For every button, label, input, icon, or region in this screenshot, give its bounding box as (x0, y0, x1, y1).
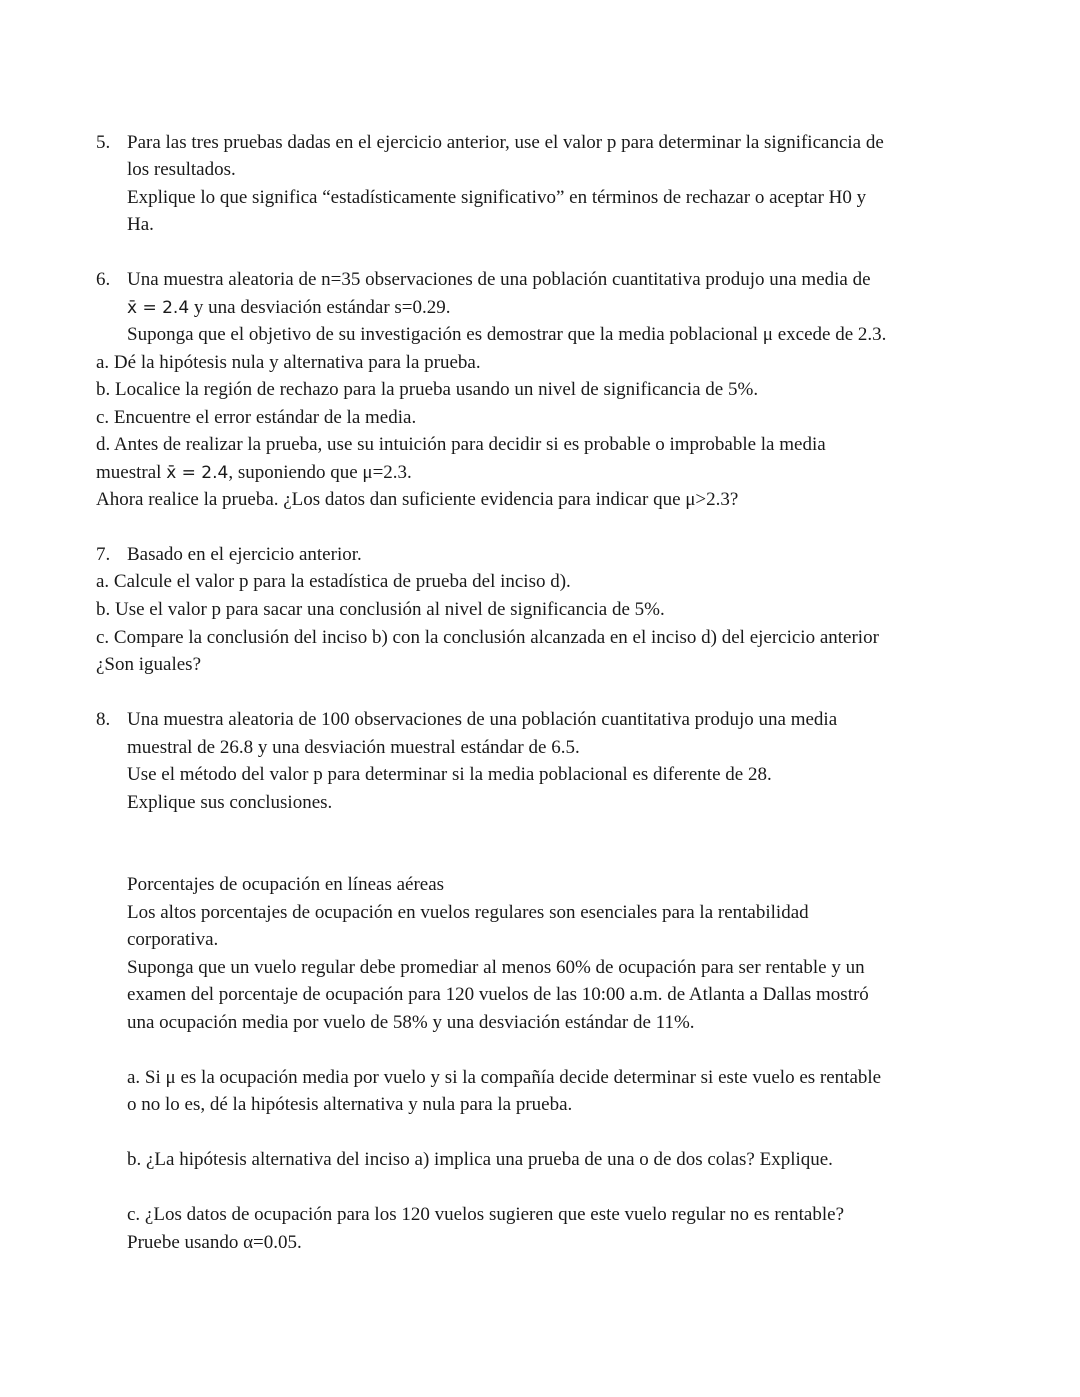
question-7-line-1: Basado en el ejercicio anterior. (127, 544, 362, 565)
question-6-item-b: b. Localice la región de rechazo para la prueba usando un nivel de significancia de 5%. (96, 379, 759, 400)
question-6-item-d-prefix: muestral (96, 462, 167, 483)
question-6-item-c: c. Encuentre el error estándar de la media. (96, 407, 417, 428)
question-6-item-d-suffix: , suponiendo que μ=2.3. (228, 462, 412, 483)
question-6-item-d-line-1: d. Antes de realizar la prueba, use su intuición para decidir si es probable o improbable la media (96, 434, 826, 455)
question-8-number: 8. (96, 709, 111, 730)
airline-paragraph-line-3: Suponga que un vuelo regular debe promediar al menos 60% de ocupación para ser rentable y un (127, 957, 865, 978)
question-7-item-c-line-1: c. Compare la conclusión del inciso b) con la conclusión alcanzada en el inciso d) del ejercicio anterior (96, 627, 879, 648)
question-7-item-c-line-2: ¿Son iguales? (96, 654, 202, 675)
sample-mean-formula: x̄ = 2.4 (166, 463, 229, 483)
question-6-line-2-text: y una desviación estándar s=0.29. (189, 297, 451, 318)
question-5-line-4: Ha. (127, 214, 154, 235)
question-7-item-b: b. Use el valor p para sacar una conclusión al nivel de significancia de 5%. (96, 599, 665, 620)
question-5-line-1: Para las tres pruebas dadas en el ejercicio anterior, use el valor p para determinar la significancia de (127, 132, 884, 153)
airline-item-b: b. ¿La hipótesis alternativa del inciso a) implica una prueba de una o de dos colas? Explique. (127, 1149, 833, 1170)
question-8-line-3: Use el método del valor p para determinar si la media poblacional es diferente de 28. (127, 764, 772, 785)
sample-mean-formula: x̄ = 2.4 (127, 298, 190, 318)
airline-paragraph-line-5: una ocupación media por vuelo de 58% y una desviación estándar de 11%. (127, 1012, 695, 1033)
question-8-line-1: Una muestra aleatoria de 100 observaciones de una población cuantitativa produjo una media (127, 709, 838, 730)
question-6-item-a: a. Dé la hipótesis nula y alternativa para la prueba. (96, 352, 481, 373)
airline-item-c-line-1: c. ¿Los datos de ocupación para los 120 vuelos sugieren que este vuelo regular no es rentable? (127, 1204, 844, 1225)
question-7-number: 7. (96, 544, 111, 565)
question-8-line-4: Explique sus conclusiones. (127, 792, 333, 813)
question-6-line-2 (127, 296, 451, 320)
question-6-line-1: Una muestra aleatoria de n=35 observaciones de una población cuantitativa produjo una media de (127, 269, 871, 290)
airline-item-a-line-1: a. Si μ es la ocupación media por vuelo y si la compañía decide determinar si este vuelo es rentable (127, 1067, 882, 1088)
question-7-item-a: a. Calcule el valor p para la estadística de prueba del inciso d). (96, 571, 571, 592)
question-6-item-d-line-2 (96, 461, 412, 485)
airline-paragraph-line-2: corporativa. (127, 929, 219, 950)
airline-title: Porcentajes de ocupación en líneas aéreas (127, 874, 445, 895)
question-6-final: Ahora realice la prueba. ¿Los datos dan suficiente evidencia para indicar que μ>2.3? (96, 489, 739, 510)
question-5-line-3: Explique lo que significa “estadísticamente significativo” en términos de rechazar o aceptar H0 y (127, 187, 867, 208)
question-6-line-3: Suponga que el objetivo de su investigación es demostrar que la media poblacional μ excede de 2.3. (127, 324, 887, 345)
airline-item-a-line-2: o no lo es, dé la hipótesis alternativa y nula para la prueba. (127, 1094, 573, 1115)
airline-paragraph-line-4: examen del porcentaje de ocupación para 120 vuelos de las 10:00 a.m. de Atlanta a Dallas mostró (127, 984, 869, 1005)
question-8-line-2: muestral de 26.8 y una desviación muestral estándar de 6.5. (127, 737, 580, 758)
question-5-number: 5. (96, 132, 111, 153)
question-6-number: 6. (96, 269, 111, 290)
airline-paragraph-line-1: Los altos porcentajes de ocupación en vuelos regulares son esenciales para la rentabilidad (127, 902, 809, 923)
airline-item-c-line-2: Pruebe usando α=0.05. (127, 1232, 302, 1253)
question-5-line-2: los resultados. (127, 159, 236, 180)
